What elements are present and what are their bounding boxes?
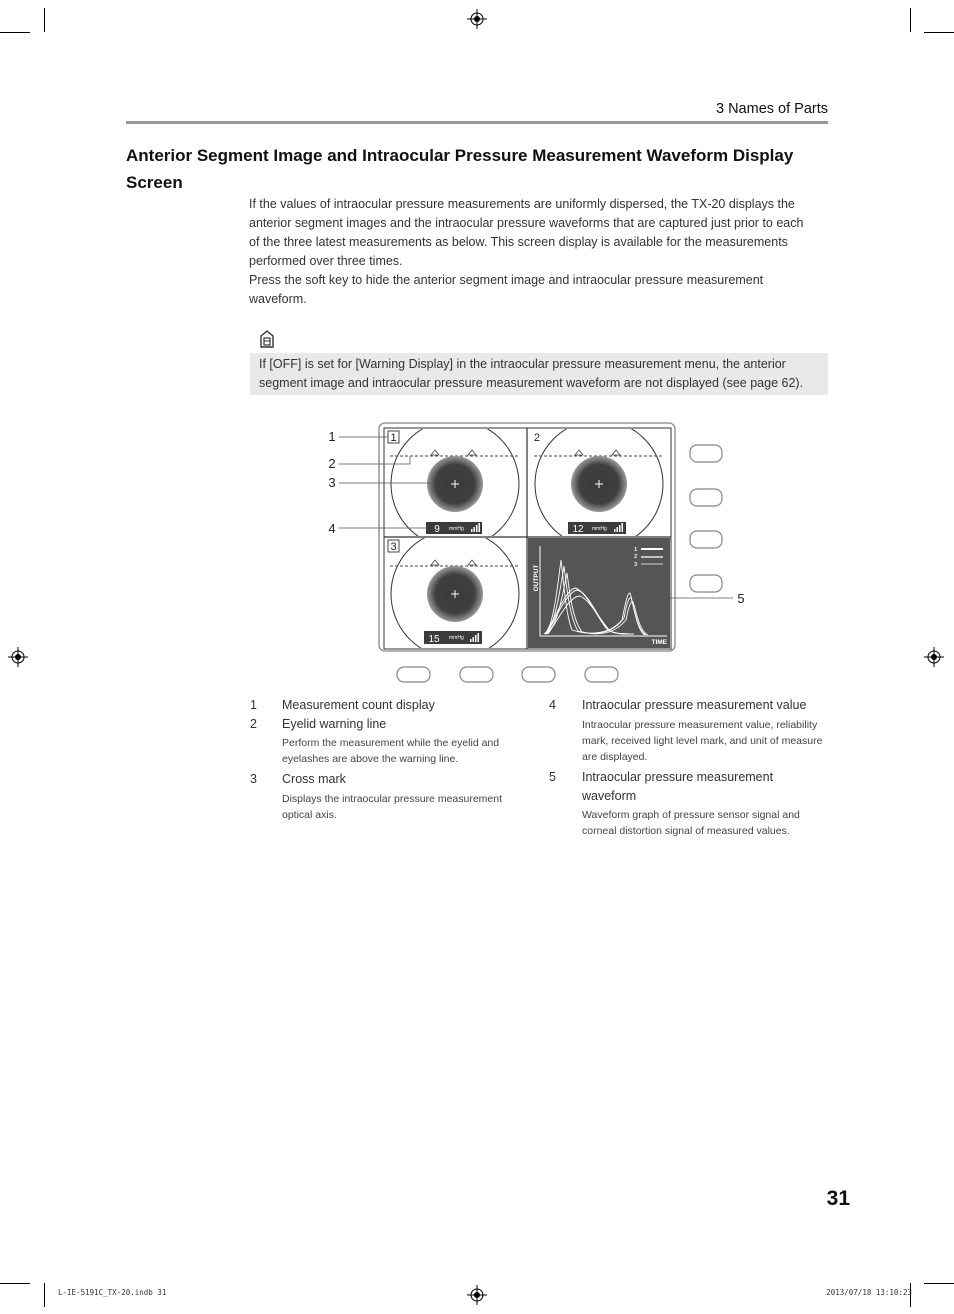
measurement-count-1: 1	[390, 432, 397, 444]
registration-mark-icon	[467, 9, 487, 29]
side-soft-key-1	[690, 445, 722, 462]
bottom-soft-key-2	[460, 667, 493, 682]
graph-legend-1: 1	[634, 547, 637, 553]
legend-label: Intraocular pressure measurement value	[582, 698, 807, 712]
registration-mark-icon	[8, 647, 28, 667]
page-number: 31	[826, 1187, 850, 1210]
legend-label: Measurement count display	[282, 698, 435, 712]
side-soft-key-4	[690, 575, 722, 592]
bottom-soft-key-4	[585, 667, 618, 682]
side-soft-key-3	[690, 531, 722, 548]
crop-mark	[924, 32, 954, 33]
iop-value-3: 15	[428, 634, 440, 645]
iop-unit-1: mmHg	[449, 526, 464, 532]
note-box	[250, 353, 828, 395]
legend-description: Waveform graph of pressure sensor signal and	[582, 809, 800, 821]
iop-value-1: 9	[434, 524, 440, 535]
legend-number: 4	[549, 698, 556, 712]
callout-5: 5	[737, 591, 745, 606]
callout-1: 1	[328, 429, 336, 444]
legend-number: 5	[549, 770, 556, 784]
legend-number: 1	[250, 698, 257, 712]
note-line: If [OFF] is set for [Warning Display] in the intraocular pressure measurement menu, the anterior	[259, 357, 786, 371]
section-header: 3 Names of Parts	[715, 101, 828, 117]
body-line: anterior segment images and the intraocular pressure waveforms that are captured just prior to each	[249, 216, 804, 230]
header-rule	[126, 121, 828, 124]
legend-description: eyelashes are above the warning line.	[282, 753, 459, 765]
registration-mark-icon	[467, 1285, 487, 1305]
crop-mark	[910, 8, 911, 32]
legend-label: Cross mark	[282, 772, 346, 786]
body-line: performed over three times.	[249, 254, 403, 268]
measurement-count-3: 3	[390, 541, 397, 553]
body-line: waveform.	[249, 292, 307, 306]
bottom-soft-key-1	[397, 667, 430, 682]
pencil-note-icon	[258, 329, 276, 349]
legend-label: Intraocular pressure measurement	[582, 770, 774, 784]
legend-description: mark, received light level mark, and unit of measure	[582, 735, 823, 747]
body-paragraph	[249, 195, 829, 309]
iop-unit-3: mmHg	[449, 635, 464, 641]
callout-3: 3	[328, 475, 336, 490]
graph-xlabel: TIME	[651, 639, 667, 646]
legend-label: waveform	[582, 789, 637, 803]
iop-value-2: 12	[572, 524, 584, 535]
legend-description: optical axis.	[282, 809, 337, 821]
legend-description: Intraocular pressure measurement value, reliability	[582, 719, 818, 731]
graph-legend-2: 2	[634, 554, 637, 560]
iop-unit-2: mmHg	[592, 526, 607, 532]
footer-file: L-IE-5191C_TX-20.indb 31	[58, 1288, 167, 1297]
graph-legend-3: 3	[634, 562, 637, 568]
crop-mark	[44, 8, 45, 32]
body-line: If the values of intraocular pressure measurements are uniformly dispersed, the TX-20 displays the	[249, 197, 795, 211]
body-line: Press the soft key to hide the anterior segment image and intraocular pressure measurement	[249, 273, 764, 287]
legend-description: corneal distortion signal of measured values.	[582, 825, 790, 837]
legend-label: Eyelid warning line	[282, 717, 387, 731]
crop-mark	[0, 32, 30, 33]
footer-date: 2013/07/18 13:10:23	[826, 1288, 912, 1297]
crop-mark	[0, 1283, 30, 1284]
measurement-count-2: 2	[533, 432, 541, 444]
legend-description: Perform the measurement while the eyelid and	[282, 737, 500, 749]
bottom-soft-key-3	[522, 667, 555, 682]
legend-number: 2	[250, 717, 257, 731]
waveform-graph	[528, 538, 670, 648]
legend-number: 3	[250, 772, 257, 786]
crop-mark	[924, 1283, 954, 1284]
registration-mark-icon	[924, 647, 944, 667]
callout-4: 4	[328, 521, 336, 536]
graph-ylabel: OUTPUT	[533, 564, 540, 592]
body-line: of the three latest measurements as below. This screen display is available for the measurements	[249, 235, 788, 249]
screen-diagram	[300, 415, 760, 690]
note-line: segment image and intraocular pressure measurement waveform are not displayed (see page 62).	[259, 376, 804, 390]
side-soft-key-2	[690, 489, 722, 506]
legend-description: Displays the intraocular pressure measurement	[282, 793, 503, 805]
page-title: Anterior Segment Image and Intraocular Pressure Measurement Waveform Display Screen	[126, 146, 794, 192]
callout-2: 2	[328, 456, 336, 471]
legend-description: are displayed.	[582, 751, 648, 763]
crop-mark	[44, 1283, 45, 1307]
